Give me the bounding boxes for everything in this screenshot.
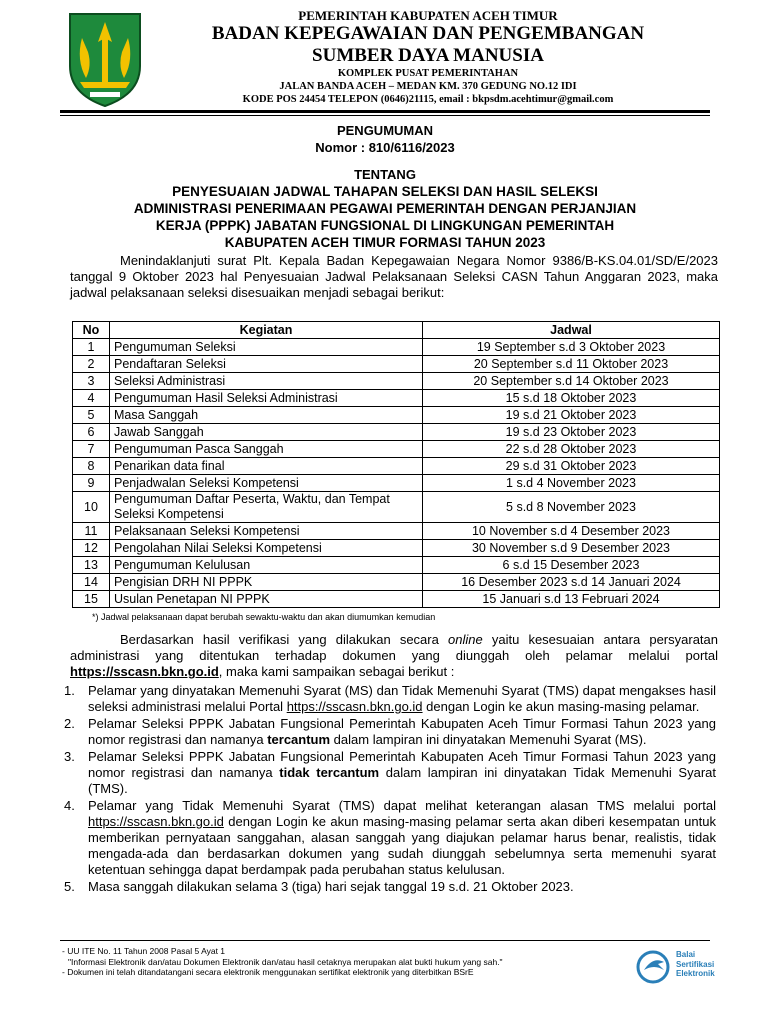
footer-line: - UU ITE No. 11 Tahun 2008 Pasal 5 Ayat 1 [62,946,226,956]
list-item [64,749,716,797]
cell-activity: Pengumuman Seleksi [110,339,423,356]
cell-activity: Jawab Sanggah [110,424,423,441]
letterhead-divider-thick [60,110,710,113]
cell-schedule: 20 September s.d 14 Oktober 2023 [423,373,720,390]
cell-activity: Penarikan data final [110,458,423,475]
cell-schedule: 19 September s.d 3 Oktober 2023 [423,339,720,356]
verification-paragraph [70,632,718,680]
table-row [73,492,720,523]
letterhead [0,0,768,112]
emphasis-text: tercantum [267,732,331,747]
list-item [64,716,716,748]
list-number: 5. [64,879,75,894]
cell-no: 1 [73,339,110,356]
subject-line: PENYESUAIAN JADWAL TAHAPAN SELEKSI DAN HASIL SELEKSI [172,184,598,199]
cell-schedule: 5 s.d 8 November 2023 [423,492,720,523]
cell-no: 5 [73,407,110,424]
list-text: dengan Login ke akun masing-masing pelamar. [422,699,700,714]
bsre-text: Balai [676,950,696,959]
list-text: Masa sanggah dilakukan selama 3 (tiga) hari sejak tanggal 19 s.d. 21 Oktober 2023. [88,879,574,894]
schedule-note: *) Jadwal pelaksanaan dapat berubah sewaktu-waktu dan akan diumumkan kemudian [92,612,436,622]
cell-no: 3 [73,373,110,390]
portal-link[interactable]: https://sscasn.bkn.go.id [286,699,423,714]
list-number: 1. [64,683,75,698]
emphasis-text: tidak tercantum [279,765,380,780]
cell-activity: Pengumuman Daftar Peserta, Waktu, dan Tempat Seleksi Kompetensi [110,492,423,523]
aceh-timur-coat-of-arms-icon [62,8,148,108]
table-row [73,339,720,356]
cell-activity: Seleksi Administrasi [110,373,423,390]
list-number: 4. [64,798,75,813]
cell-schedule: 1 s.d 4 November 2023 [423,475,720,492]
cell-activity: Pengumuman Kelulusan [110,557,423,574]
list-number: 2. [64,716,75,731]
agency-name-line1: BADAN KEPEGAWAIAN DAN PENGEMBANGAN [211,23,645,44]
bsre-text: Sertifikasi [676,959,715,969]
document-type: PENGUMUMAN [336,123,434,138]
cell-schedule: 29 s.d 31 Oktober 2023 [423,458,720,475]
cell-no: 14 [73,574,110,591]
table-row [73,523,720,540]
column-header-schedule: Jadwal [423,322,720,339]
list-text: dalam lampiran ini dinyatakan Tidak Memenuhi Syarat (TMS). [88,765,716,796]
schedule-table [72,321,720,608]
announcement-heading [60,122,710,251]
cell-no: 7 [73,441,110,458]
cell-activity: Pengolahan Nilai Seleksi Kompetensi [110,540,423,557]
table-row [73,475,720,492]
table-row [73,356,720,373]
cell-activity: Pengisian DRH NI PPPK [110,574,423,591]
footer-line: "Informasi Elektronik dan/atau Dokumen Elektronik dan/atau hasil cetaknya merupakan alat bukti hukum yang sah." [68,956,503,967]
document-number: Nomor : 810/6116/2023 [315,140,455,155]
subject-line: KERJA (PPPK) JABATAN FUNGSIONAL DI LINGKUNGAN PEMERINTAH [155,218,615,233]
table-row [73,540,720,557]
cell-no: 6 [73,424,110,441]
list-text: dalam lampiran ini dinyatakan Memenuhi Syarat (MS). [330,732,647,747]
list-text: Pelamar Seleksi PPPK Jabatan Fungsional Pemerintah Kabupaten Aceh Timur Formasi Tahun 2023 yang nomor registrasi dan namanya [88,716,716,747]
footer-divider [60,940,710,941]
agency-name-line2: SUMBER DAYA MANUSIA [312,45,544,66]
letterhead-divider-thin [60,115,710,116]
table-row [73,373,720,390]
list-text: Pelamar Seleksi PPPK Jabatan Fungsional Pemerintah Kabupaten Aceh Timur Formasi Tahun 2023 yang nomor registrasi dan namanya [88,749,716,780]
address-line3: KODE POS 24454 TELEPON (0646)21115, email : bkpsdm.acehtimur@gmail.com [242,94,614,105]
cell-schedule: 20 September s.d 11 Oktober 2023 [423,356,720,373]
cell-no: 9 [73,475,110,492]
portal-link[interactable]: https://sscasn.bkn.go.id [88,814,224,829]
cell-activity: Usulan Penetapan NI PPPK [110,591,423,608]
cell-no: 2 [73,356,110,373]
portal-link[interactable]: https://sscasn.bkn.go.id [70,664,219,679]
cell-schedule: 16 Desember 2023 s.d 14 Januari 2024 [423,574,720,591]
cell-activity: Pendaftaran Seleksi [110,356,423,373]
cell-schedule: 15 Januari s.d 13 Februari 2024 [423,591,720,608]
cell-schedule: 30 November s.d 9 Desember 2023 [423,540,720,557]
footer-line: - Dokumen ini telah ditandatangani secara elektronik menggunakan sertifikat elektronik yang diterbitkan BSrE [62,967,474,977]
table-row [73,458,720,475]
address-line1: KOMPLEK PUSAT PEMERINTAHAN [337,68,519,79]
table-row [73,557,720,574]
para-text: , maka kami sampaikan sebagai berikut : [218,664,455,679]
cell-schedule: 6 s.d 15 Desember 2023 [423,557,720,574]
bsre-logo-icon [636,950,672,984]
column-header-activity: Kegiatan [110,322,423,339]
address-line2: JALAN BANDA ACEH – MEDAN KM. 370 GEDUNG NO.12 IDI [279,81,577,92]
bsre-text: Elektronik [676,969,715,978]
schedule-table-body [73,339,720,608]
cell-schedule: 22 s.d 28 Oktober 2023 [423,441,720,458]
para-text: yaitu kesesuaian antara persyaratan administrasi yang ditentukan terhadap dokumen yang diunggah oleh pelamar melalui portal [70,632,719,663]
table-row [73,441,720,458]
subject-line: ADMINISTRASI PENERIMAAN PEGAWAI PEMERINTAH DENGAN PERJANJIAN [133,201,637,216]
list-text: dengan Login ke akun masing-masing pelamar serta akan diberi kesempatan untuk memberikan pernyataan sanggahan, alasan sanggah yang diajukan pelamar harus benar, realistis, tidak mengada-ada dan berdasarkan dokumen yang sudah diunggah sebelumnya serta memenuhi syarat ketentuan sehingga dapat berdampak pada perubahan status kelulusan. [88,814,716,877]
list-item [64,798,716,878]
table-row [73,407,720,424]
cell-schedule: 19 s.d 23 Oktober 2023 [423,424,720,441]
cell-activity: Penjadwalan Seleksi Kompetensi [110,475,423,492]
footer-legal [62,946,622,978]
cell-no: 15 [73,591,110,608]
cell-schedule: 10 November s.d 4 Desember 2023 [423,523,720,540]
para-text: Berdasarkan hasil verifikasi yang dilakukan secara [120,632,448,647]
cell-activity: Pengumuman Hasil Seleksi Administrasi [110,390,423,407]
cell-no: 8 [73,458,110,475]
government-name: PEMERINTAH KABUPATEN ACEH TIMUR [298,8,558,23]
cell-activity: Masa Sanggah [110,407,423,424]
table-row [73,591,720,608]
cell-no: 12 [73,540,110,557]
table-row [73,574,720,591]
list-item [64,879,716,895]
cell-no: 11 [73,523,110,540]
cell-no: 10 [73,492,110,523]
cell-schedule: 15 s.d 18 Oktober 2023 [423,390,720,407]
cell-no: 4 [73,390,110,407]
bsre-logo [636,950,726,984]
list-text: Pelamar yang Tidak Memenuhi Syarat (TMS) dapat melihat keterangan alasan TMS melalui portal [88,798,716,813]
list-text: Pelamar yang dinyatakan Memenuhi Syarat (MS) dan Tidak Memenuhi Syarat (TMS) dapat mengakses hasil seleksi administrasi melalui Portal [88,683,716,714]
table-row [73,424,720,441]
list-number: 3. [64,749,75,764]
cell-activity: Pelaksanaan Seleksi Kompetensi [110,523,423,540]
about-label: TENTANG [354,167,416,182]
list-item [64,683,716,715]
subject-line: KABUPATEN ACEH TIMUR FORMASI TAHUN 2023 [224,235,546,250]
announcement-points [64,683,716,896]
column-header-no: No [73,322,110,339]
intro-paragraph: Menindaklanjuti surat Plt. Kepala Badan Kepegawaian Negara Nomor 9386/B-KS.04.01/SD/E/2023 tanggal 9 Oktober 2023 hal Penyesuaian Jadwal Pelaksanaan Seleksi CASN Tahun Anggaran 2023, maka jadwal pelaksanaan seleksi disesuaikan menjadi sebagai berikut: [70,253,718,300]
table-header-row [73,322,720,339]
table-row [73,390,720,407]
cell-activity: Pengumuman Pasca Sanggah [110,441,423,458]
cell-no: 13 [73,557,110,574]
cell-schedule: 19 s.d 21 Oktober 2023 [423,407,720,424]
para-italic: online [448,632,483,647]
